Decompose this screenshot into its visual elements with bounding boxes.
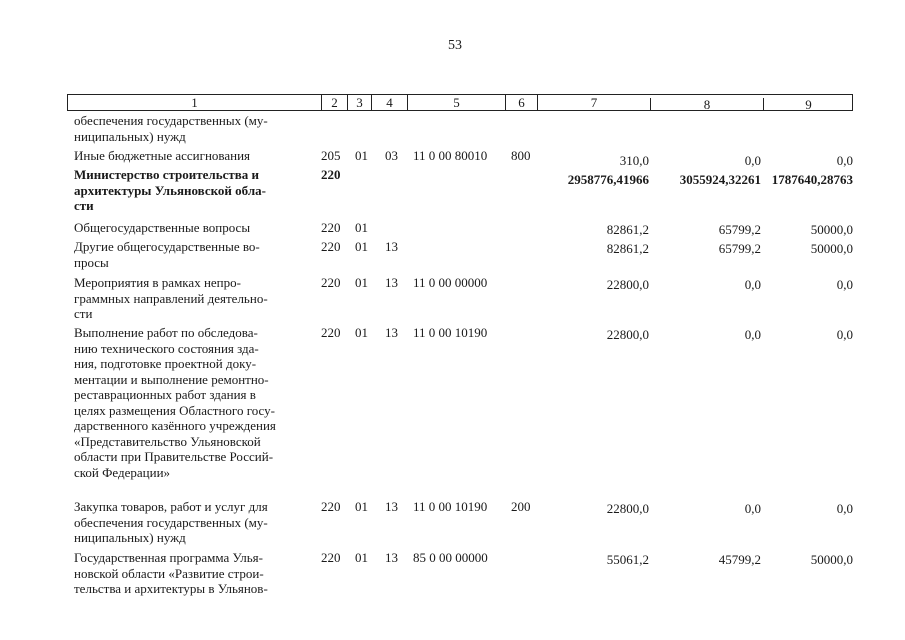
row-description-line: Общегосударственные вопросы	[74, 220, 251, 235]
row-value-col9: 50000,0	[810, 241, 853, 256]
row-value-col7: 310,0	[619, 153, 649, 168]
row-subsection: 03	[385, 148, 398, 163]
row-description-line: ния, подготовке проектной доку-	[74, 356, 257, 371]
row-description-line: целях размещения Областного госу-	[74, 402, 275, 418]
row-description-line: Министерство строительства и	[74, 167, 260, 182]
row-section: 01	[355, 275, 368, 290]
row-code: 220	[321, 275, 341, 290]
row-description-line: обеспечения государственных (му-	[74, 514, 268, 530]
row-description-line: реставрационных работ здания в	[74, 387, 256, 402]
row-value-col9: 0,0	[836, 153, 853, 168]
row-section: 01	[355, 499, 368, 514]
row-subsection: 13	[385, 275, 398, 290]
header-col-9: 9	[763, 98, 853, 110]
row-description-line: сти	[74, 306, 93, 321]
row-description-line: ниципальных) нужд	[74, 128, 186, 144]
row-section: 01	[355, 325, 368, 340]
row-target-article: 11 0 00 80010	[413, 148, 488, 163]
row-subsection: 13	[385, 499, 398, 514]
row-description-line: области при Правительстве Россий-	[74, 449, 274, 464]
row-description-line: архитектуры Ульяновской обла-	[74, 182, 266, 198]
row-description	[74, 113, 310, 144]
row-code: 220	[321, 220, 341, 235]
row-target-article: 11 0 00 10190	[413, 499, 488, 514]
row-code: 220	[321, 499, 341, 514]
row-value-col7: 22800,0	[606, 277, 649, 292]
row-description-line: «Представительство Ульяновской	[74, 433, 261, 449]
row-value-col9: 0,0	[836, 501, 853, 516]
row-description-line: ментации и выполнение ремонтно-	[74, 371, 269, 387]
row-description-line: сти	[74, 198, 94, 213]
row-description-line: Мероприятия в рамках непро-	[74, 275, 241, 290]
row-value-col7: 82861,2	[606, 222, 649, 237]
row-expense-type: 200	[511, 499, 531, 514]
row-description-line: ниципальных) нужд	[74, 530, 186, 545]
row-description-line: Иные бюджетные ассигнования	[74, 148, 251, 163]
row-value-col9: 0,0	[836, 327, 853, 342]
row-description-line: ской Федерации»	[74, 464, 171, 480]
header-col-8: 8	[650, 98, 763, 110]
row-expense-type: 800	[511, 148, 531, 163]
row-subsection: 13	[385, 325, 398, 340]
row-description-line: нию технического состояния зда-	[74, 340, 259, 356]
row-description	[74, 148, 310, 164]
row-description-line: обеспечения государственных (му-	[74, 113, 268, 128]
table-header-row	[67, 94, 853, 111]
row-code: 220	[321, 325, 341, 340]
row-code: 220	[321, 239, 341, 254]
row-value-col9: 1787640,28763	[771, 172, 853, 187]
row-section: 01	[355, 148, 368, 163]
row-value-col8: 0,0	[744, 153, 761, 168]
header-col-7: 7	[537, 95, 650, 110]
row-section: 01	[355, 239, 368, 254]
row-description	[74, 275, 310, 322]
header-col-1: 1	[191, 95, 198, 110]
row-description-line: просы	[74, 254, 109, 270]
row-value-col7: 2958776,41966	[567, 172, 649, 187]
row-description-line: Выполнение работ по обследова-	[74, 325, 258, 340]
row-subsection: 13	[385, 550, 398, 565]
row-description	[74, 499, 310, 546]
row-value-col8: 45799,2	[718, 552, 761, 567]
row-value-col9: 50000,0	[810, 222, 853, 237]
row-description	[74, 550, 310, 597]
row-value-col8: 0,0	[744, 277, 761, 292]
row-description	[74, 167, 310, 214]
row-description-line: новской области «Развитие строи-	[74, 565, 264, 581]
row-code: 205	[321, 148, 341, 163]
row-value-col7: 55061,2	[606, 552, 649, 567]
row-description	[74, 239, 310, 270]
header-col-5: 5	[407, 95, 505, 110]
row-target-article: 85 0 00 00000	[413, 550, 488, 565]
row-description-line: Закупка товаров, работ и услуг для	[74, 499, 268, 514]
row-subsection: 13	[385, 239, 398, 254]
row-value-col9: 0,0	[836, 277, 853, 292]
row-value-col8: 0,0	[744, 501, 761, 516]
row-value-col8: 65799,2	[718, 241, 761, 256]
row-value-col8: 65799,2	[718, 222, 761, 237]
row-value-col7: 22800,0	[606, 501, 649, 516]
row-value-col8: 0,0	[744, 327, 761, 342]
row-value-col7: 22800,0	[606, 327, 649, 342]
row-section: 01	[355, 220, 368, 235]
header-col-6: 6	[505, 95, 537, 110]
row-section: 01	[355, 550, 368, 565]
row-description-line: тельства и архитектуры в Ульянов-	[74, 581, 268, 596]
row-description-line: Другие общегосударственные во-	[74, 239, 260, 254]
page-number: 53	[448, 38, 462, 53]
row-code: 220	[321, 550, 341, 565]
row-value-col7: 82861,2	[606, 241, 649, 256]
row-description	[74, 325, 310, 480]
header-col-2: 2	[321, 95, 347, 110]
row-value-col9: 50000,0	[810, 552, 853, 567]
row-description-line: Государственная программа Улья-	[74, 550, 263, 565]
row-description-line: дарственного казённого учреждения	[74, 418, 276, 433]
row-target-article: 11 0 00 00000	[413, 275, 488, 290]
row-target-article: 11 0 00 10190	[413, 325, 488, 340]
row-code: 220	[321, 167, 341, 182]
row-description-line: граммных направлений деятельно-	[74, 290, 268, 306]
header-col-4: 4	[371, 95, 407, 110]
row-description	[74, 220, 310, 236]
header-col-3: 3	[347, 95, 371, 110]
row-value-col8: 3055924,32261	[679, 172, 761, 187]
